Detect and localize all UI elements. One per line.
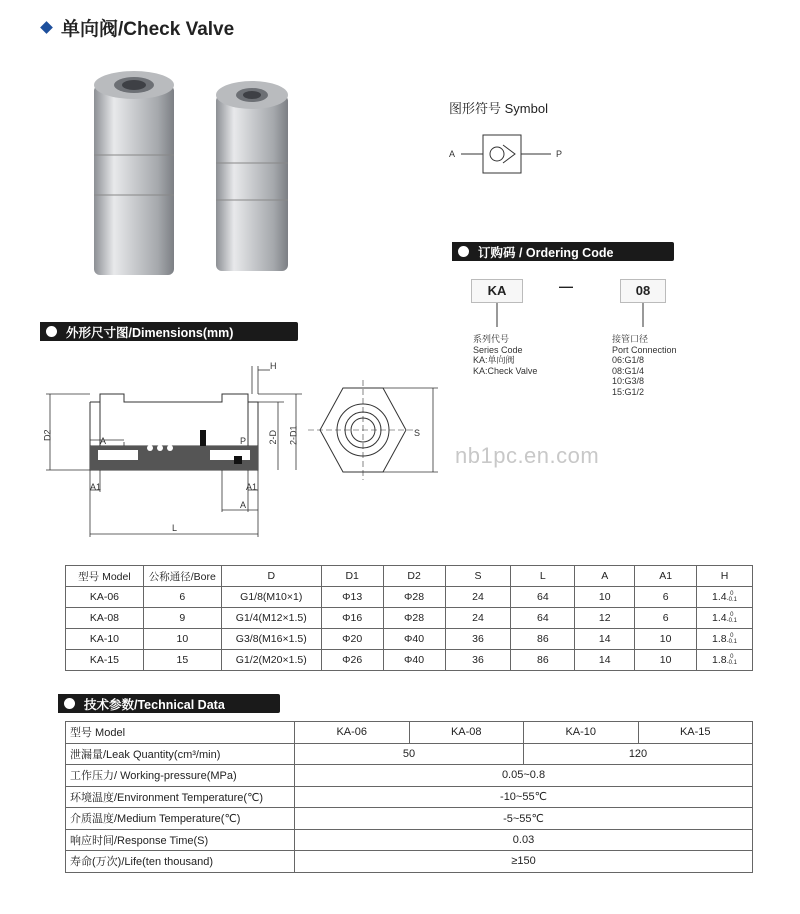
h-value: 1.4	[712, 590, 727, 603]
tech-table	[65, 721, 753, 873]
cell: G3/8(M16×1.5)	[221, 629, 321, 650]
ordering-header	[452, 242, 674, 261]
cell: Φ13	[321, 587, 383, 608]
page-title-text: 单向阀/Check Valve	[61, 19, 235, 40]
series-line: KA:单向阀	[473, 355, 515, 365]
dim-label-h: H	[270, 361, 277, 371]
tol-lower: -0.1	[726, 660, 737, 667]
table-row	[66, 786, 753, 808]
dim-label-l: L	[172, 523, 178, 533]
series-line: 系列代号	[473, 334, 510, 344]
dimensions-heading: 外形尺寸图/Dimensions(mm)	[66, 325, 234, 340]
valve-photo-1	[94, 71, 174, 275]
cell: 50	[295, 743, 524, 765]
cell: 10	[143, 629, 221, 650]
series-line: Series Code	[473, 344, 523, 355]
cell: 36	[445, 629, 511, 650]
port-line: 15:G1/2	[612, 386, 645, 397]
bullet-icon	[458, 246, 469, 257]
cell: Φ40	[383, 629, 445, 650]
cell: 24	[445, 608, 511, 629]
h-value: 1.4	[712, 611, 727, 624]
valve-photo-2	[216, 81, 288, 271]
row-label: 寿命(万次)/Life(ten thousand)	[66, 851, 295, 873]
cell: 6	[635, 608, 697, 629]
cell: 14	[575, 629, 635, 650]
cell: G1/2(M20×1.5)	[221, 650, 321, 671]
spec-header-row	[66, 566, 753, 587]
tech-heading: 技术参数/Technical Data	[84, 697, 225, 712]
cell: 9	[143, 608, 221, 629]
col-header: D1	[321, 566, 383, 587]
cell: Φ28	[383, 587, 445, 608]
cell-h	[697, 629, 753, 650]
symbol-port-p: P	[556, 149, 563, 159]
cell: 10	[635, 650, 697, 671]
cell: Φ16	[321, 608, 383, 629]
cell: 64	[511, 608, 575, 629]
h-value: 1.8	[712, 653, 727, 666]
cell: 6	[143, 587, 221, 608]
col-header: A1	[635, 566, 697, 587]
cell: KA-06	[295, 722, 410, 744]
port-line: Port Connection	[612, 344, 677, 355]
tol-upper: 0	[730, 612, 734, 619]
cell: KA-06	[66, 587, 144, 608]
dim-label-a1-left: A1	[90, 482, 102, 492]
cell: KA-10	[66, 629, 144, 650]
dimensions-header	[40, 322, 298, 341]
bullet-icon	[64, 698, 75, 709]
cell-h	[697, 608, 753, 629]
col-header: 公称通径/Bore	[143, 566, 221, 587]
ordering-dash: —	[559, 278, 573, 294]
table-row	[66, 829, 753, 851]
cell: -5~55℃	[295, 808, 753, 830]
cell: KA-15	[638, 722, 753, 744]
row-label: 型号 Model	[66, 722, 295, 744]
cell: 64	[511, 587, 575, 608]
port-line: 06:G1/8	[612, 355, 645, 365]
cell: ≥150	[295, 851, 753, 873]
tol-lower: -0.1	[726, 618, 737, 625]
cell: 24	[445, 587, 511, 608]
table-row	[66, 765, 753, 787]
cell-h	[697, 587, 753, 608]
table-row	[66, 808, 753, 830]
cell: Φ26	[321, 650, 383, 671]
cell: 15	[143, 650, 221, 671]
page-title	[42, 14, 234, 41]
dim-label-p: P	[240, 436, 247, 446]
col-header: S	[445, 566, 511, 587]
cell-h	[697, 650, 753, 671]
col-header: 型号 Model	[66, 566, 144, 587]
cell: 120	[524, 743, 753, 765]
tol-lower: -0.1	[726, 639, 737, 646]
cell: KA-08	[66, 608, 144, 629]
table-row	[66, 743, 753, 765]
row-label: 介质温度/Medium Temperature(℃)	[66, 808, 295, 830]
cell: 10	[635, 629, 697, 650]
cell: 86	[511, 650, 575, 671]
cell: KA-08	[409, 722, 524, 744]
symbol-port-a: A	[449, 149, 456, 159]
tol-lower: -0.1	[726, 597, 737, 604]
tech-header	[58, 694, 280, 713]
cell: 0.05~0.8	[295, 765, 753, 787]
cell: 0.03	[295, 829, 753, 851]
table-row	[66, 722, 753, 744]
ordering-heading: 订购码 / Ordering Code	[478, 245, 614, 260]
row-label: 工作压力/ Working-pressure(MPa)	[66, 765, 295, 787]
table-row	[66, 587, 753, 608]
row-label: 泄漏量/Leak Quantity(cm³/min)	[66, 743, 295, 765]
cell: 86	[511, 629, 575, 650]
row-label: 环境温度/Environment Temperature(℃)	[66, 786, 295, 808]
col-header: D2	[383, 566, 445, 587]
cell: Φ40	[383, 650, 445, 671]
port-connection-desc	[612, 334, 677, 397]
col-header: A	[575, 566, 635, 587]
series-code-desc	[473, 334, 537, 376]
col-header: L	[511, 566, 575, 587]
table-row	[66, 650, 753, 671]
tol-upper: 0	[730, 633, 734, 640]
dim-label-s: S	[414, 428, 421, 438]
dim-label-2d1: 2-D1	[288, 425, 299, 446]
diamond-icon	[40, 21, 53, 34]
cell: 10	[575, 587, 635, 608]
port-line: 08:G1/4	[612, 365, 645, 376]
cell: Φ20	[321, 629, 383, 650]
cell: KA-10	[524, 722, 639, 744]
cell: KA-15	[66, 650, 144, 671]
dim-label-a-right: A	[240, 500, 247, 510]
dimension-drawing	[38, 352, 478, 547]
dim-label-a-left: A	[100, 436, 107, 446]
row-label: 响应时间/Response Time(S)	[66, 829, 295, 851]
dim-label-2d: 2-D	[268, 429, 279, 445]
ordering-leader-lines	[470, 303, 670, 333]
dim-label-a1-right: A1	[246, 482, 258, 492]
tol-upper: 0	[730, 591, 734, 598]
col-header: H	[697, 566, 753, 587]
series-line: KA:Check Valve	[473, 365, 538, 376]
cell: 12	[575, 608, 635, 629]
bullet-icon	[46, 326, 57, 337]
port-line: 接管口径	[612, 334, 649, 344]
cell: G1/8(M10×1)	[221, 587, 321, 608]
table-row	[66, 608, 753, 629]
symbol-label: 图形符号 Symbol	[449, 101, 548, 116]
cell: -10~55℃	[295, 786, 753, 808]
cell: G1/4(M12×1.5)	[221, 608, 321, 629]
cell: 14	[575, 650, 635, 671]
tol-upper: 0	[730, 654, 734, 661]
h-value: 1.8	[712, 632, 727, 645]
port-line: 10:G3/8	[612, 376, 645, 386]
cell: 6	[635, 587, 697, 608]
watermark: nb1pc.en.com	[455, 443, 600, 468]
spec-table	[65, 565, 753, 671]
ordering-code-series: KA	[471, 279, 523, 303]
table-row	[66, 851, 753, 873]
dim-label-d2: D2	[42, 429, 53, 442]
cell: Φ28	[383, 608, 445, 629]
cell: 36	[445, 650, 511, 671]
table-row	[66, 629, 753, 650]
ordering-code-port: 08	[620, 279, 666, 303]
product-photo	[80, 45, 310, 295]
col-header: D	[221, 566, 321, 587]
